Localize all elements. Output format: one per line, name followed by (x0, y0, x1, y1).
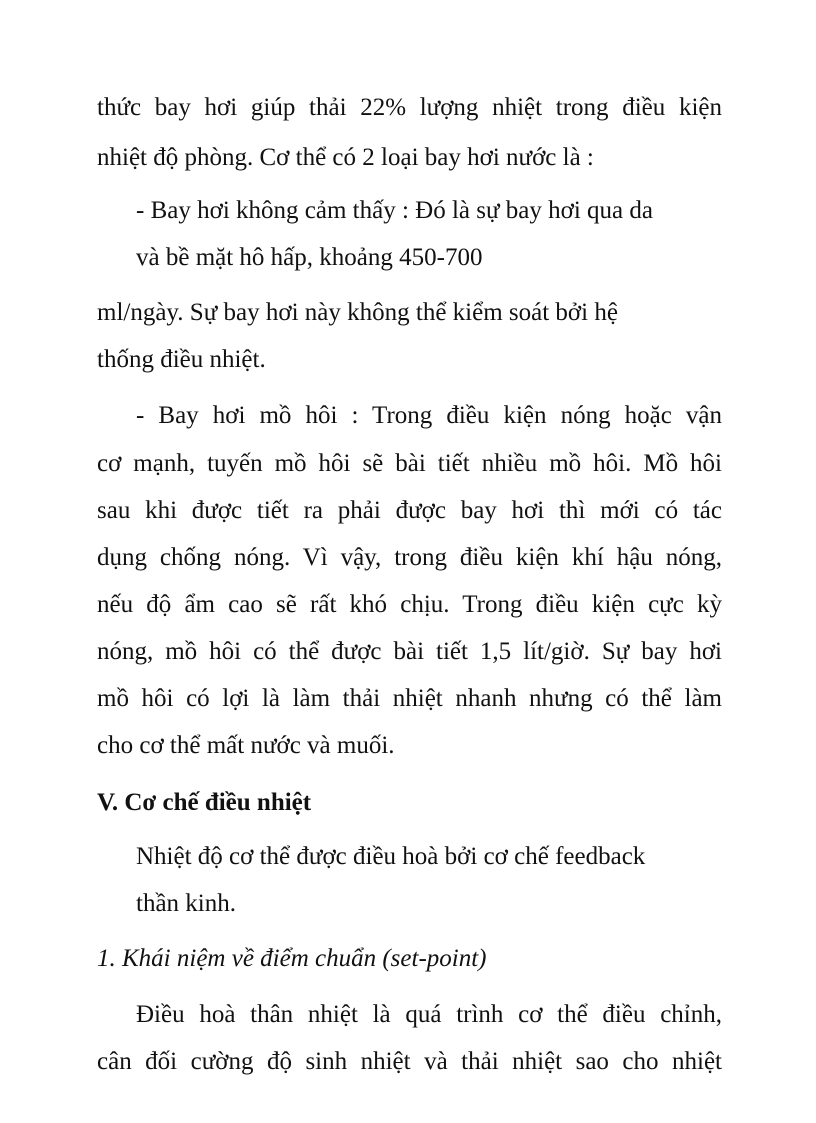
section-heading: V. Cơ chế điều nhiệt (97, 789, 312, 816)
body-text-line: cho cơ thể mất nước và muối. (97, 732, 395, 759)
body-text-line: cơ mạnh, tuyến mồ hôi sẽ bài tiết nhiều mồ hôi. Mồ hôi (97, 450, 722, 477)
body-text-line: sau khi được tiết ra phải được bay hơi thì mới có tác (97, 497, 722, 524)
body-text-line: cân đối cường độ sinh nhiệt và thải nhiệt sao cho nhiệt (97, 1048, 722, 1075)
body-text-line: Điều hoà thân nhiệt là quá trình cơ thể điều chỉnh, (136, 1001, 722, 1028)
body-text-line: nhiệt độ phòng. Cơ thể có 2 loại bay hơi nước là : (97, 144, 594, 171)
body-text-line: thức bay hơi giúp thải 22% lượng nhiệt trong điều kiện (97, 94, 722, 121)
body-text-line: thần kinh. (136, 890, 236, 917)
subsection-heading: 1. Khái niệm về điểm chuẩn (set-point) (97, 945, 487, 972)
body-text-line: dụng chống nóng. Vì vậy, trong điều kiện khí hậu nóng, (97, 544, 722, 571)
body-text-line: thống điều nhiệt. (97, 346, 266, 373)
body-text-line: nóng, mồ hôi có thể được bài tiết 1,5 lít/giờ. Sự bay hơi (97, 638, 722, 665)
body-text-line: ml/ngày. Sự bay hơi này không thể kiểm soát bởi hệ (97, 299, 618, 326)
body-text-line: và bề mặt hô hấp, khoảng 450-700 (136, 244, 483, 271)
body-text-line: mồ hôi có lợi là làm thải nhiệt nhanh nhưng có thể làm (97, 685, 722, 712)
body-text-line: nếu độ ẩm cao sẽ rất khó chịu. Trong điều kiện cực kỳ (97, 591, 722, 618)
list-item-insensible-evaporation: - Bay hơi không cảm thấy : Đó là sự bay hơi qua da (136, 197, 653, 224)
body-text-line: Nhiệt độ cơ thể được điều hoà bởi cơ chế feedback (136, 843, 646, 870)
list-item-sweat-evaporation: - Bay hơi mồ hôi : Trong điều kiện nóng hoặc vận (136, 402, 722, 429)
